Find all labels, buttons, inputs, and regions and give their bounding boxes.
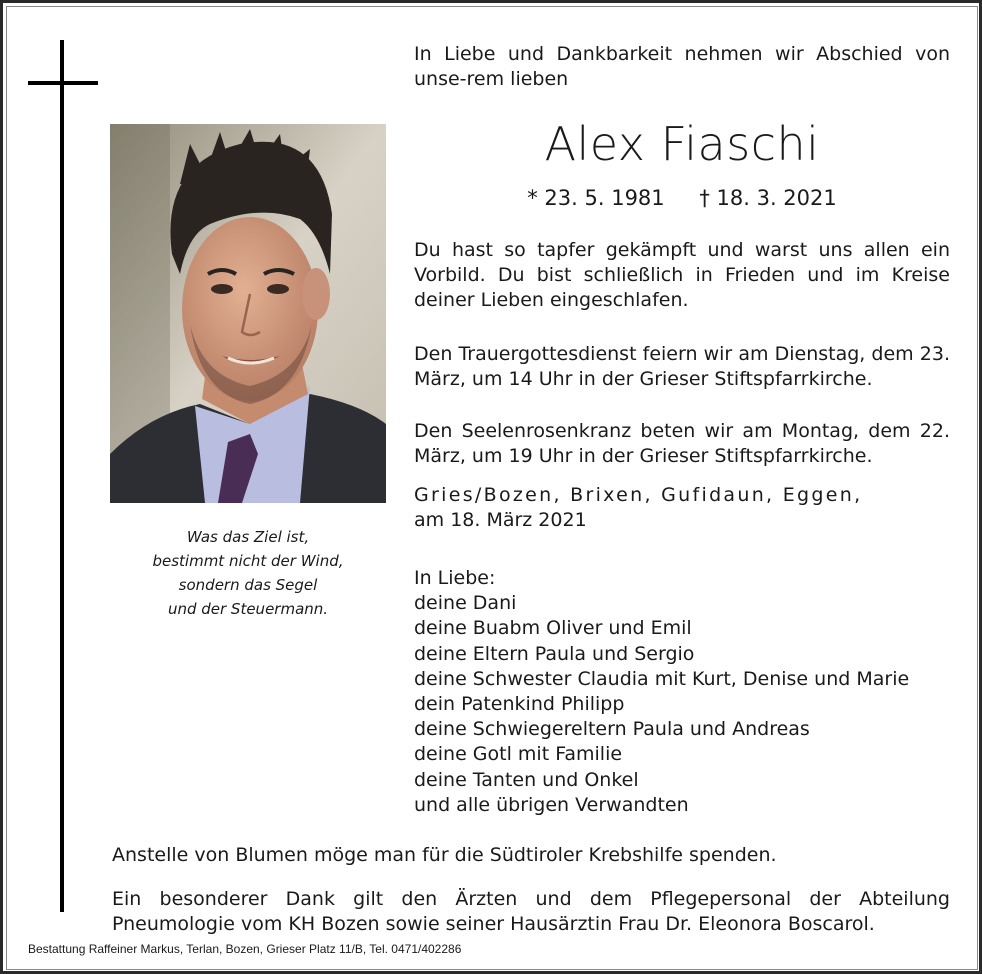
cross-icon bbox=[60, 40, 64, 912]
signer: deine Buabm Oliver und Emil bbox=[414, 617, 692, 640]
farewell-paragraph: Du hast so tapfer gekämpft und warst uns allen ein Vorbild. Du bist schließlich in Frieden und im Kreise deiner Lieben eingeschlafen. bbox=[414, 239, 950, 311]
signer: deine Schwester Claudia mit Kurt, Denise und Marie bbox=[414, 667, 910, 690]
date-line: am 18. März 2021 bbox=[414, 509, 587, 531]
signers-heading: In Liebe: bbox=[414, 567, 496, 589]
quote-line: und der Steuermann. bbox=[167, 600, 329, 618]
funeral-service-paragraph: Den Trauergottesdienst feiern wir am Dienstag, dem 23. März, um 14 Uhr in der Grieser Stiftspfarrkirche. bbox=[414, 343, 950, 390]
cross-icon-bar bbox=[28, 81, 98, 85]
place-line: Gries/Bozen, Brixen, Gufidaun, Eggen, bbox=[414, 484, 863, 506]
donation-note: Anstelle von Blumen möge man für die Südtiroler Krebshilfe spenden. bbox=[112, 844, 777, 866]
death-date: † 18. 3. 2021 bbox=[699, 186, 837, 210]
rosary-paragraph: Den Seelenrosenkranz beten wir am Montag, dem 22. März, um 19 Uhr in der Grieser Stiftspfarrkirche. bbox=[414, 420, 950, 467]
signer: deine Tanten und Onkel bbox=[414, 768, 639, 791]
quote-line: sondern das Segel bbox=[178, 576, 318, 594]
funeral-home-footer: Bestattung Raffeiner Markus, Terlan, Bozen, Grieser Platz 11/B, Tel. 0471/402286 bbox=[28, 942, 462, 956]
signer: deine Dani bbox=[414, 592, 517, 615]
thanks-note: Ein besonderer Dank gilt den Ärzten und dem Pflegepersonal der Abteilung Pneumologie vom KH Bozen sowie seiner Hausärztin Frau Dr. Eleonora Boscarol. bbox=[112, 888, 950, 935]
signer: und alle übrigen Verwandten bbox=[414, 793, 689, 816]
signer: dein Patenkind Philipp bbox=[414, 693, 625, 716]
signers-list bbox=[414, 566, 909, 818]
signer: deine Schwiegereltern Paula und Andreas bbox=[414, 718, 810, 741]
signer: deine Eltern Paula und Sergio bbox=[414, 642, 695, 665]
quote-line: bestimmt nicht der Wind, bbox=[152, 552, 344, 570]
intro-text: In Liebe und Dankbarkeit nehmen wir Abschied von unse-rem lieben bbox=[414, 43, 950, 90]
portrait-photo bbox=[110, 124, 386, 503]
quote-line: Was das Ziel ist, bbox=[186, 528, 310, 546]
deceased-name: Alex Fiaschi bbox=[544, 117, 820, 171]
place-date bbox=[414, 483, 950, 533]
birth-date: * 23. 5. 1981 bbox=[527, 186, 665, 210]
life-dates bbox=[414, 186, 950, 210]
signer: deine Gotl mit Familie bbox=[414, 743, 623, 766]
quote bbox=[110, 525, 386, 621]
